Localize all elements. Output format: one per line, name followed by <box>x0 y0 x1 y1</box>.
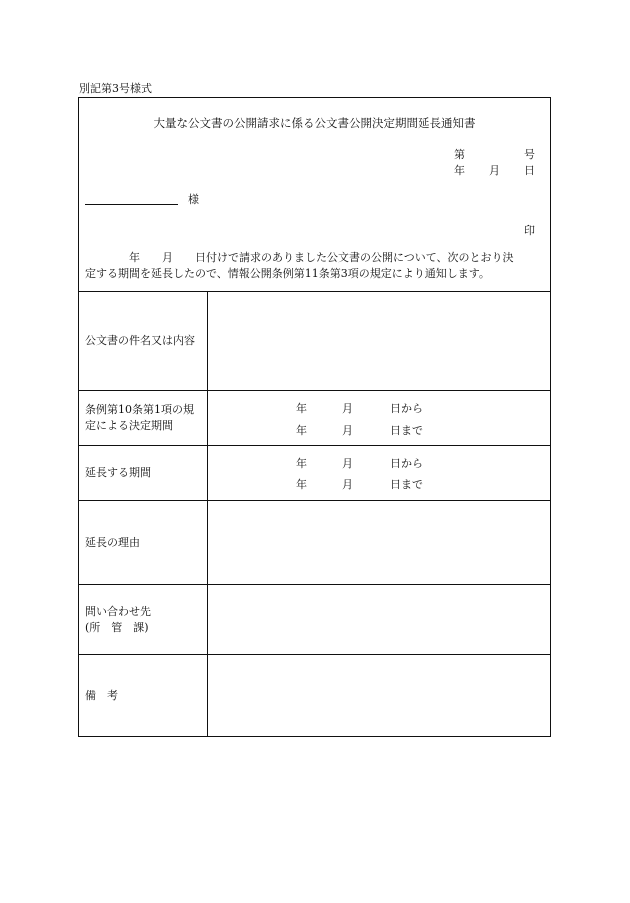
notice-body <box>85 250 547 282</box>
decision-period-value <box>208 391 550 445</box>
decision-to-day: 日まで <box>390 424 423 437</box>
document-name-label: 公文書の件名又は内容 <box>85 334 195 347</box>
remarks-value <box>208 655 550 736</box>
extended-period-to <box>296 476 456 492</box>
addressee-suffix: 様 <box>188 193 199 206</box>
row-label-cell <box>79 292 208 390</box>
extended-from-month: 月 <box>342 457 353 470</box>
decision-from-day: 日から <box>390 402 423 415</box>
decision-from-month: 月 <box>342 402 353 415</box>
row-label-cell <box>79 585 208 654</box>
contact-label-line-1: 問い合わせ先 <box>85 604 151 618</box>
extended-period-from <box>296 455 456 471</box>
row-decision-period <box>79 390 550 445</box>
notice-form <box>78 97 551 737</box>
reason-label: 延長の理由 <box>85 535 140 549</box>
form-number-label: 別記第3号様式 <box>79 82 152 95</box>
row-label-cell <box>79 501 208 584</box>
remarks-label: 備 考 <box>85 688 118 702</box>
row-label-cell <box>79 446 208 500</box>
contact-label-line-2: (所 管 課) <box>85 620 149 634</box>
addressee-blank-line <box>85 204 178 205</box>
row-extended-period <box>79 445 550 500</box>
notice-body-line-2: 定する期間を延長したので、情報公開条例第11条第3項の規定により通知します。 <box>85 267 490 280</box>
row-document-name <box>79 291 550 390</box>
row-remarks <box>79 654 550 736</box>
decision-period-label-line-1: 条例第10条第1項の規 <box>85 403 194 416</box>
decision-to-month: 月 <box>342 424 353 437</box>
decision-period-from <box>296 400 456 416</box>
decision-period-to <box>296 422 456 438</box>
row-label-cell <box>79 391 208 445</box>
issue-year-label: 年 <box>454 164 465 177</box>
issue-day-label: 日 <box>524 164 535 177</box>
row-contact <box>79 584 550 654</box>
number-go-label: 号 <box>524 148 535 161</box>
row-reason <box>79 500 550 584</box>
extended-to-day: 日まで <box>390 478 423 491</box>
extended-from-year: 年 <box>296 457 307 470</box>
row-label-cell <box>79 655 208 736</box>
reason-value <box>208 501 550 584</box>
document-name-value <box>208 292 550 390</box>
extended-period-value <box>208 446 550 500</box>
number-dai-label: 第 <box>454 148 465 161</box>
document-title: 大量な公文書の公開請求に係る公文書公開決定期間延長通知書 <box>153 116 476 130</box>
notice-body-line-1: 年 月 日付けで請求のありました公文書の公開について、次のとおり決 <box>85 251 514 264</box>
extended-from-day: 日から <box>390 457 423 470</box>
decision-to-year: 年 <box>296 424 307 437</box>
issue-month-label: 月 <box>489 164 500 177</box>
decision-from-year: 年 <box>296 402 307 415</box>
extended-to-year: 年 <box>296 478 307 491</box>
decision-period-label-line-2: 定による決定期間 <box>85 419 173 432</box>
extended-to-month: 月 <box>342 478 353 491</box>
extended-period-label: 延長する期間 <box>85 466 151 479</box>
contact-value <box>208 585 550 654</box>
seal-mark: 印 <box>524 224 535 237</box>
